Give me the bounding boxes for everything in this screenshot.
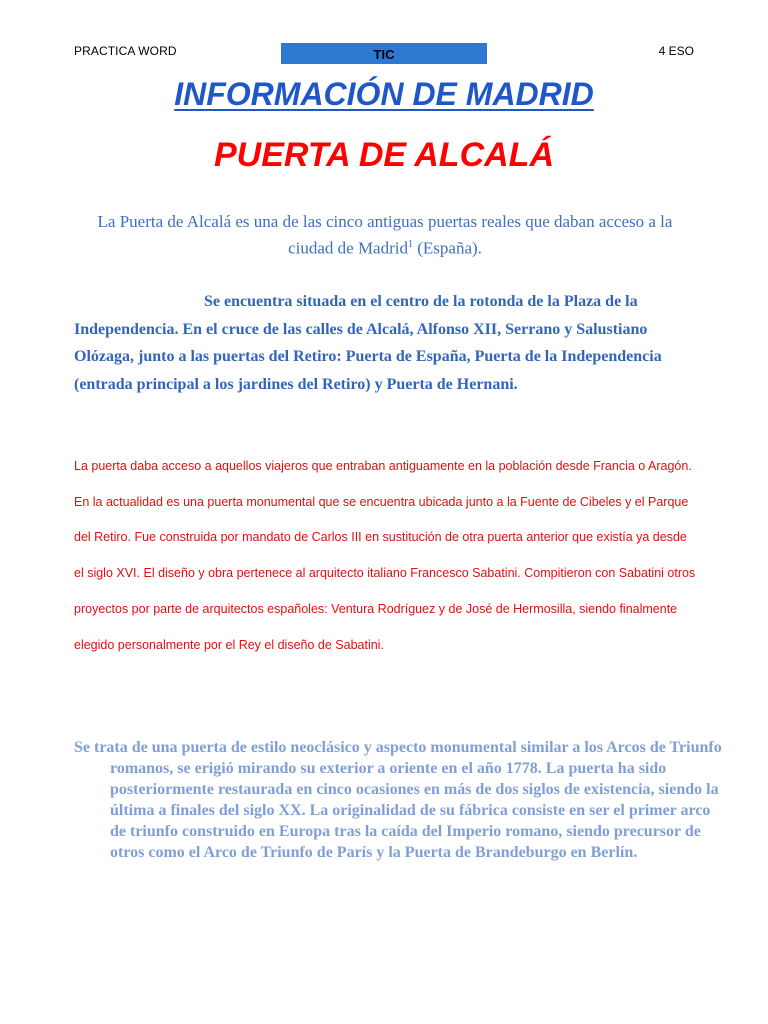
footnote-marker[interactable]: 1: [407, 239, 413, 250]
intro-paragraph: [80, 210, 690, 260]
document-title: INFORMACIÓN DE MADRID: [174, 76, 594, 112]
intro-tail: (España).: [412, 238, 482, 258]
document-subtitle: PUERTA DE ALCALÁ: [214, 136, 554, 174]
style-paragraph: Se trata de una puerta de estilo neoclásico y aspecto monumental similar a los Arcos de Triunfo romanos, se erigió mirando su exterior a oriente en el año 1778. La puerta ha sido posteriormente restaurada en cinco ocasiones en más de dos siglos de existencia, siendo la última a finales del siglo XX. La originalidad de su fábrica consiste en ser el primer arco de triunfo construido en Europa tras la caída del Imperio romano, siendo precursor de otros como el Arco de Triunfo de París y la Puerta de Brandeburgo en Berlín.: [74, 739, 722, 861]
header-center-label: TIC: [281, 43, 487, 64]
location-paragraph: Se encuentra situada en el centro de la rotonda de la Plaza de la Independencia. En el cruce de las calles de Alcalá, Alfonso XII, Serrano y Salustiano Olózaga, junto a las puertas del Retiro: Puerta de España, Puerta de la Independencia (entrada principal a los jardines del Retiro) y Puerta de Hernani.: [74, 293, 662, 393]
intro-text: La Puerta de Alcalá es una de las cinco antiguas puertas reales que daban acceso a la ciudad de Madrid: [97, 212, 673, 258]
header-right-text: 4 ESO: [658, 44, 694, 58]
header-left-text: PRACTICA WORD: [74, 44, 177, 58]
history-paragraph: La puerta daba acceso a aquellos viajeros que entraban antiguamente en la población desde Francia o Aragón. En la actualidad es una puerta monumental que se encuentra ubicada junto a la Fuente de Cibeles y el Parque del Retiro. Fue construida por mandato de Carlos III en sustitución de otra puerta anterior que existía ya desde el siglo XVI. El diseño y obra pertenece al arquitecto italiano Francesco Sabatini. Compitieron con Sabatini otros proyectos por parte de arquitectos españoles: Ventura Rodríguez y de José de Hermosilla, siendo finalmente elegido personalmente por el Rey el diseño de Sabatini.: [74, 459, 696, 652]
